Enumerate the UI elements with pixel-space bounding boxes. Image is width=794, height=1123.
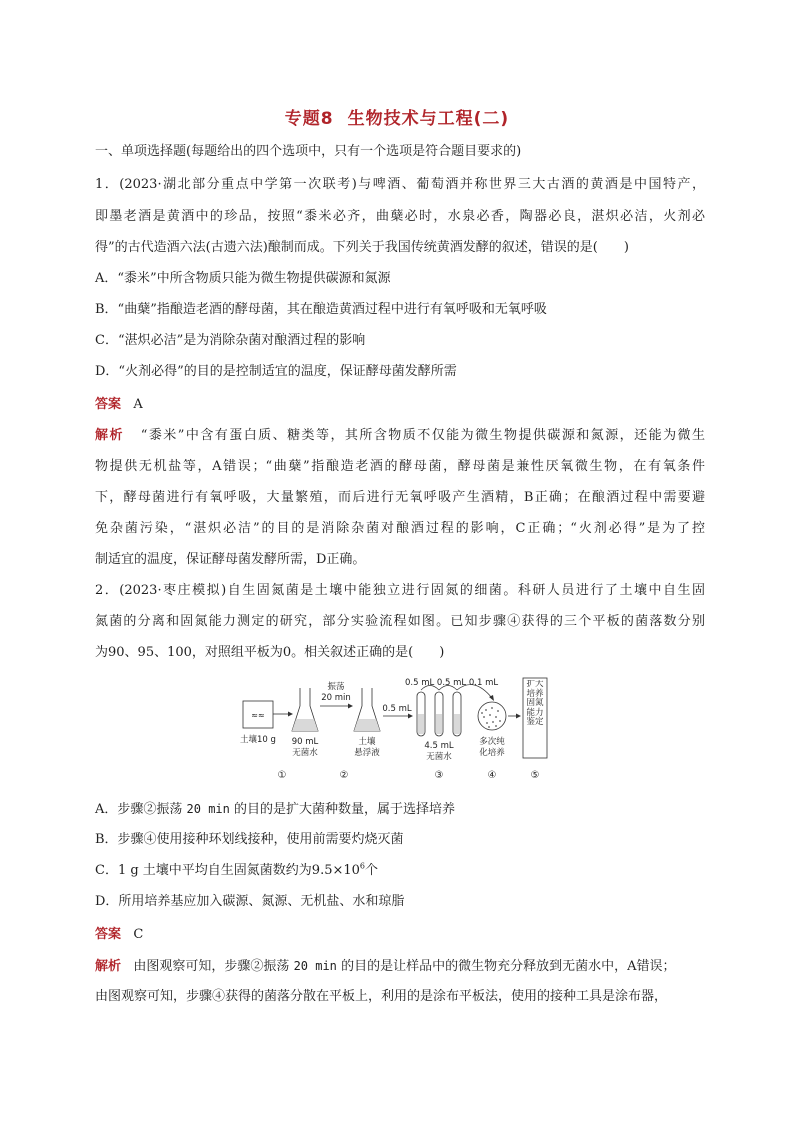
q1-stem-line: 1．(2023·湖北部分重点中学第一次联考)与啤酒、葡萄酒并称世界三大古酒的黄酒是中国特产，	[95, 177, 705, 192]
topic-title: 生物技术与工程(二)	[347, 109, 510, 129]
q2-option-c	[95, 861, 705, 881]
step-number: ④	[487, 770, 497, 781]
petri-plate	[478, 702, 506, 730]
step-number: ①	[277, 770, 287, 781]
page-title	[0, 104, 794, 129]
tubes-volume: 4.5 mL	[424, 741, 454, 751]
q1-analysis-line: 制适宜的温度，保证酵母菌发酵所需，D正确。	[95, 552, 366, 567]
shake-time: 20 min	[321, 693, 351, 703]
q2-stem-line: 2．(2023·枣庄模拟)自生固氮菌是土壤中能独立进行固氮的细菌。科研人员进行了土壤中自生固	[95, 583, 705, 598]
experiment-flow-diagram	[240, 676, 560, 786]
tube-2-liquid	[436, 714, 442, 734]
q1-option-c: C．“湛炽必洁”是为消除杂菌对酿酒过程的影响	[95, 333, 366, 348]
flask-2-suspension: 悬浮液	[354, 748, 380, 758]
analysis-label: 解析	[95, 959, 122, 974]
shake-label: 振荡	[327, 682, 345, 692]
dilution-volumes: 0.5 mL 0.5 mL 0.1 mL	[405, 678, 499, 688]
tube-3-liquid	[454, 714, 460, 734]
step-number: ⑤	[530, 770, 540, 781]
soil-hatch: ≈≈	[251, 711, 265, 720]
soil-label: 土壤10 g	[240, 735, 276, 745]
arrow-head-icon	[288, 712, 293, 717]
q1-analysis-line: 免杂菌污染，“湛炽必洁”的目的是消除杂菌对酿酒过程的影响，C正确；“火剂必得”是为了控	[95, 521, 705, 536]
q2-analysis-line	[95, 956, 705, 977]
topic-number: 专题8	[284, 109, 334, 129]
analysis-label: 解析	[95, 428, 124, 443]
answer-label: 答案	[95, 927, 122, 942]
answer-value: A	[133, 397, 143, 412]
flask-1-water: 无菌水	[292, 748, 318, 758]
step-5-text: 扩大培养固氮能力鉴定	[526, 680, 544, 727]
q2-analysis-line: 由图观察可知，步骤④获得的菌落分散在平板上，利用的是涂布平板法，使用的接种工具是涂布器，	[95, 989, 668, 1004]
q2-option-d: D．所用培养基应加入碳源、氮源、无机盐、水和琼脂	[95, 894, 405, 909]
analysis-time: 20 min	[293, 959, 337, 973]
q1-option-d: D．“火剂必得”的目的是控制适宜的温度，保证酵母菌发酵所需	[95, 364, 457, 379]
section-heading: 一、单项选择题(每题给出的四个选项中，只有一个选项是符合题目要求的)	[95, 144, 522, 159]
step-number: ②	[339, 770, 349, 781]
analysis-text: 的目的是让样品中的微生物充分释放到无菌水中，A错误；	[341, 959, 676, 974]
arrow-head-icon	[516, 714, 521, 719]
plate-label-2: 化培养	[479, 748, 505, 758]
q2-option-a	[95, 799, 705, 820]
q1-analysis-line	[95, 426, 705, 446]
q2-stem-line: 为90、95、100，对照组平板为0。相关叙述正确的是( )	[95, 645, 445, 660]
option-text: 的目的是扩大菌种数量，属于选择培养	[234, 802, 456, 817]
q1-analysis-line: 下，酵母菌进行有氧呼吸，大量繁殖，而后进行无氧呼吸产生酒精，B正确；在酿酒过程中需要避	[95, 490, 705, 505]
step-5-text-wrap	[523, 680, 547, 758]
answer-label: 答案	[95, 397, 122, 412]
q1-stem-line: 得”的古代造酒六法(古遗六法)酿制而成。下列关于我国传统黄酒发酵的叙述，错误的是( )	[95, 240, 629, 255]
answer-value: C	[133, 927, 144, 942]
colony-dots	[481, 707, 501, 728]
analysis-text: 由图观察可知，步骤②振荡	[133, 959, 294, 974]
option-time: 20 min	[186, 802, 230, 816]
tube-1-liquid	[418, 714, 424, 734]
q1-analysis-line: 物提供无机盐等，A错误；“曲蘖”指酿造老酒的酵母菌，酵母菌是兼性厌氧微生物，在有氧条件	[95, 459, 705, 474]
flask-1-liquid	[292, 719, 318, 731]
step-number: ③	[434, 770, 444, 781]
q1-option-b: B．“曲蘖”指酿造老酒的酵母菌，其在酿造黄酒过程中进行有氧呼吸和无氧呼吸	[95, 302, 547, 317]
q2-option-b: B．步骤④使用接种环划线接种，使用前需要灼烧灭菌	[95, 832, 404, 847]
flask-2-soil: 土壤	[358, 737, 376, 747]
option-exponent: 6	[359, 861, 366, 871]
option-text: 个	[365, 863, 379, 878]
q1-answer	[95, 395, 705, 415]
q1-option-a: A．“黍米”中所含物质只能为微生物提供碳源和氮源	[95, 271, 391, 286]
plate-label-1: 多次纯	[479, 737, 505, 747]
option-text: A．步骤②振荡	[95, 802, 187, 817]
tubes-water: 无菌水	[426, 752, 452, 762]
arrow-head-icon	[408, 714, 413, 719]
analysis-text: “黍米”中含有蛋白质、糖类等，其所含物质不仅能为微生物提供碳源和氮源，还能为微生	[140, 428, 705, 443]
option-text: C．1 g 土壤中平均自生固氮菌数约为9.5×10	[95, 863, 360, 878]
transfer-volume: 0.5 mL	[382, 704, 412, 714]
q2-stem-line: 氮菌的分离和固氮能力测定的研究，部分实验流程如图。已知步骤④获得的三个平板的菌落数分别	[95, 614, 705, 629]
arrow-head-icon	[348, 704, 353, 709]
flask-2-liquid	[354, 719, 380, 731]
flask-1-volume: 90 mL	[291, 737, 319, 747]
q1-stem-line: 即墨老酒是黄酒中的珍品，按照“黍米必齐，曲蘖必时，水泉必香，陶器必良，湛炽必洁，火剂必	[95, 209, 705, 224]
q2-answer	[95, 925, 705, 945]
